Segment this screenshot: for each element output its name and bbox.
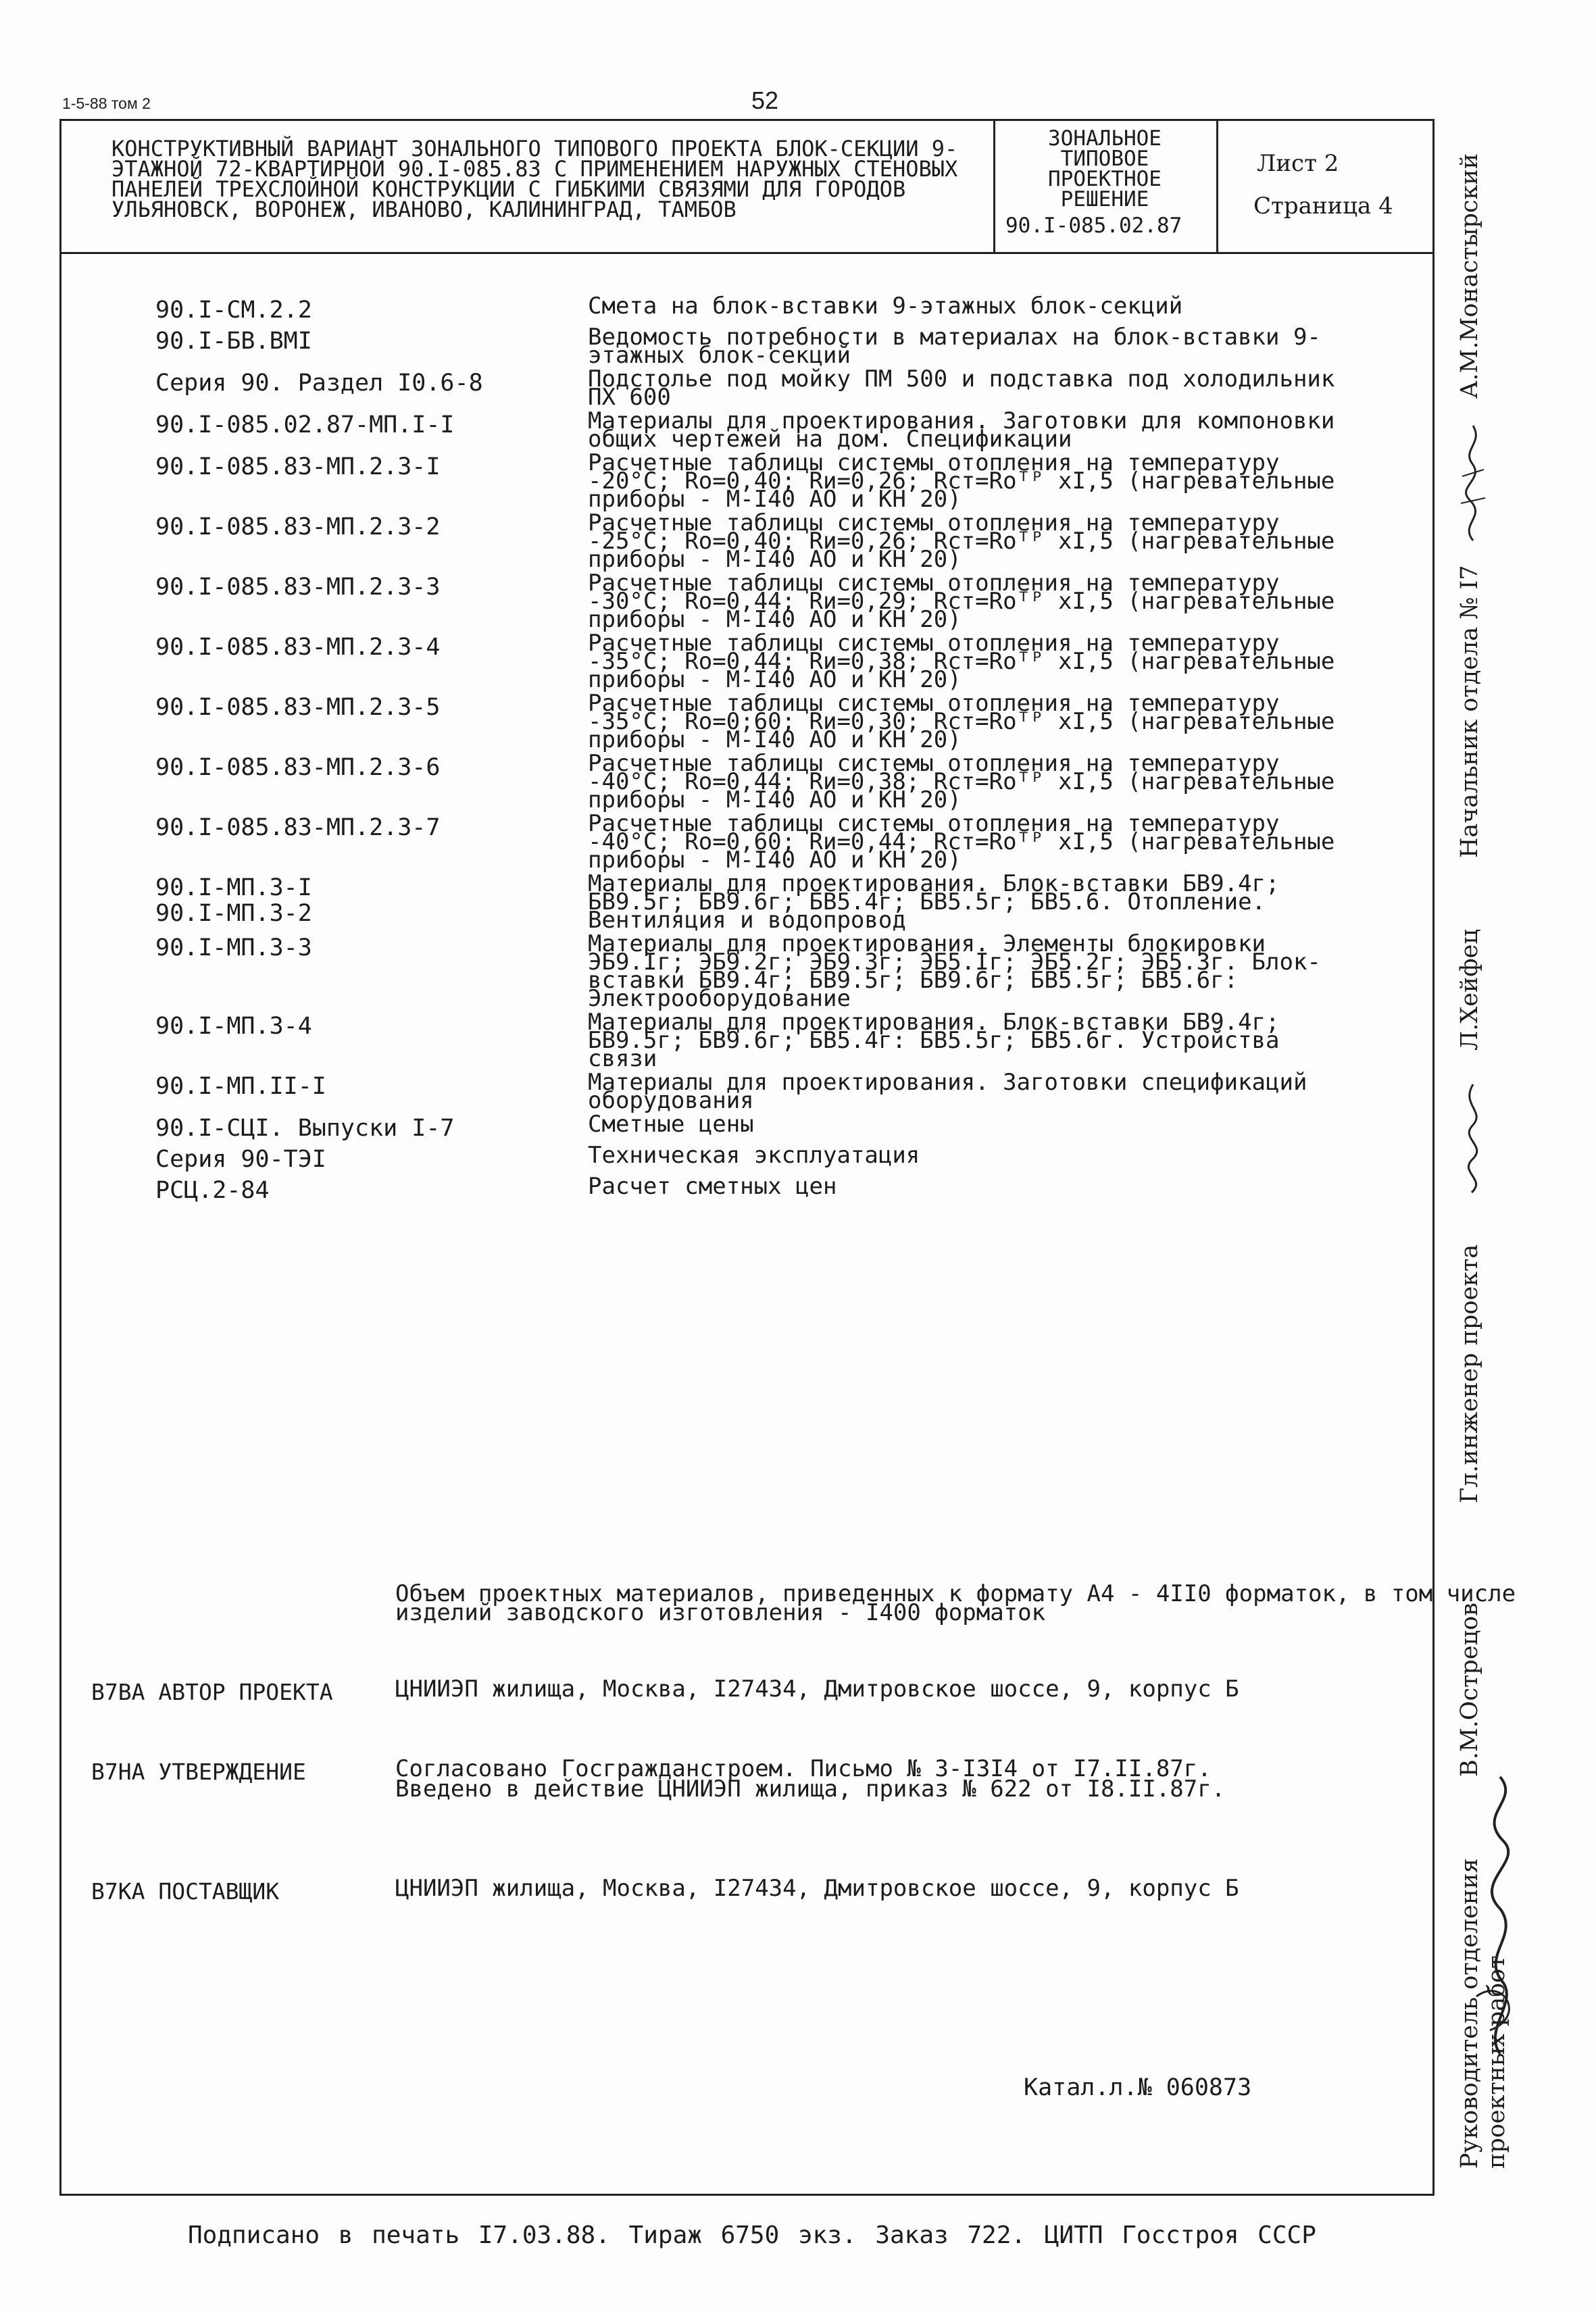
signature-kheifets <box>1453 1078 1493 1196</box>
zonal-label: ЗОНАЛЬНОЕ ТИПОВОЕ ПРОЕКТНОЕ РЕШЕНИЕ <box>1048 126 1162 211</box>
list-item <box>108 366 1392 411</box>
list-item <box>108 509 1392 573</box>
approval-label: В7НА УТВЕРЖДЕНИЕ <box>91 1759 306 1785</box>
document-code: 90.I-085.83-МП.2.3-I <box>155 453 441 480</box>
document-description: Расчетные таблицы системы отопления на температуру -40°С; Ro=0,60; Rи=0,44; Rст=Roᵀᴾ xI,5 (нагревательные приборы - М-I40 АО и КН 20) <box>588 810 1335 874</box>
document-code: 90.I-МП.3-3 <box>155 934 312 961</box>
list-item <box>108 870 1392 934</box>
page-number: 52 <box>751 86 779 114</box>
list-item <box>108 630 1392 693</box>
document-description: Расчет сметных цен <box>588 1173 837 1200</box>
document-title: КОНСТРУКТИВНЫЙ ВАРИАНТ ЗОНАЛЬНОГО ТИПОВОГО ПРОЕКТА БЛОК-СЕКЦИИ 9-ЭТАЖНОЙ 72-КВАРТИРНОЙ 90.I-085.83 С ПРИМЕНЕНИЕМ НАРУЖНЫХ СТЕНОВЫХ ПАНЕЛЕЙ ТРЕХСЛОЙНОЙ КОНСТРУКЦИИ С ГИБКИМИ СВЯЗЯМИ ДЛЯ ГОРОДОВ УЛЬЯНОВСК, ВОРОНЕЖ, ИВАНОВО, КАЛИНИНГРАД, ТАМБОВ <box>111 136 958 222</box>
chief-engineer-title: Гл.инженер проекта <box>1456 1244 1483 1503</box>
document-description: Расчетные таблицы системы отопления на температуру -35°С; Ro=0,44; Rи=0,38; Rст=Roᵀᴾ xI,5 (нагревательные приборы - М-I40 АО и КН 20) <box>588 630 1335 693</box>
document-list <box>108 293 1392 1209</box>
document-code: 90.I-МП.3-4 <box>155 1013 312 1040</box>
list-item <box>108 570 1392 633</box>
list-item <box>108 690 1392 753</box>
document-code: РСЦ.2-84 <box>155 1177 270 1204</box>
list-item <box>108 1173 1392 1204</box>
chief-dept-title: Начальник отдела № I7 <box>1456 565 1483 858</box>
document-description: Расчетные таблицы системы отопления на температуру -30°С; Ro=0,44; Rи=0,29; Rст=Roᵀᴾ xI,5 (нагревательные приборы - М-I40 АО и КН 20) <box>588 570 1335 633</box>
list-item <box>108 810 1392 874</box>
approval-text: Согласовано Госгражданстроем. Письмо № 3-I3I4 от I7.II.87г. Введено в действие ЦНИИЭП жилища, приказ № 622 от I8.II.87г. <box>395 1755 1226 1803</box>
list-item <box>108 324 1392 369</box>
document-code: 90.I-085.02.87-МП.I-I <box>155 411 455 438</box>
list-item <box>108 407 1392 453</box>
document-description: Расчетные таблицы системы отопления на температуру -40°С; Ro=0,44; Rи=0,38; Rст=Roᵀᴾ xI,5 (нагревательные приборы - М-I40 АО и КН 20) <box>588 750 1335 813</box>
signature-monastyrsky <box>1453 422 1493 544</box>
document-code: 90.I-085.83-МП.2.3-4 <box>155 634 441 661</box>
zonal-code: 90.I-085.02.87 <box>1005 213 1182 238</box>
document-code: 90.I-085.83-МП.2.3-6 <box>155 754 441 781</box>
document-description: Ведомость потребности в материалах на блок-вставки 9-этажных блок-секций <box>588 324 1321 369</box>
document-code: Серия 90-ТЭI <box>155 1146 326 1173</box>
document-description: Сметные цены <box>588 1111 754 1138</box>
document-description: Расчетные таблицы системы отопления на температуру -25°С; Ro=0,40; Rи=0,26; Rст=Roᵀᴾ xI,5 (нагревательные приборы - М-I40 АО и КН 20) <box>588 509 1335 573</box>
catalog-number: Катал.л.№ 060873 <box>1024 2074 1252 2101</box>
document-code: 90.I-СМ.2.2 <box>155 297 312 324</box>
document-description: Смета на блок-вставки 9-этажных блок-секций <box>588 293 1183 320</box>
supplier-label: В7КА ПОСТАВЩИК <box>91 1878 280 1905</box>
document-code: Серия 90. Раздел I0.6-8 <box>155 370 483 397</box>
author-text: ЦНИИЭП жилища, Москва, I27434, Дмитровское шоссе, 9, корпус Б <box>395 1676 1239 1703</box>
document-code: 90.I-МП.3-I 90.I-МП.3-2 <box>155 874 312 927</box>
list-item <box>108 293 1392 324</box>
list-item <box>108 1069 1392 1114</box>
chief-engineer-name: Л.Хейфец <box>1456 929 1483 1051</box>
document-code: 90.I-085.83-МП.2.3-7 <box>155 814 441 841</box>
document-code: 90.I-085.83-МП.2.3-3 <box>155 574 441 601</box>
sheet-label: Лист 2 <box>1257 150 1339 177</box>
list-item <box>108 1009 1392 1072</box>
author-label: В7ВА АВТОР ПРОЕКТА <box>91 1679 333 1705</box>
list-item <box>108 1111 1392 1142</box>
document-description: Подстолье под мойку ПМ 500 и подставка под холодильник ПХ 600 <box>588 366 1335 411</box>
document-description: Материалы для проектирования. Элементы блокировки ЭБ9.Iг; ЭБ9.2г; ЭБ9.3г; ЭБ5.Iг; ЭБ5.2г; ЭБ5.3г. Блок-вставки БВ9.4г; БВ9.5г; БВ9.6г; БВ5.5г; БВ5.6г: Электрооборудование <box>588 930 1321 1012</box>
document-description: Техническая эксплуатация <box>588 1142 920 1169</box>
head-title-2: проектных работ <box>1483 1955 1510 2169</box>
head-title-1: Руководитель отделения <box>1456 1858 1483 2169</box>
title-divider-2 <box>1216 119 1218 252</box>
document-code: 90.I-085.83-МП.2.3-2 <box>155 513 441 540</box>
document-description: Расчетные таблицы системы отопления на температуру -35°С; Ro=0;60; Rи=0,30; Rст=Roᵀᴾ xI,5 (нагревательные приборы - М-I40 АО и КН 20) <box>588 690 1335 753</box>
list-item <box>108 930 1392 1012</box>
document-code: 90.I-МП.II-I <box>155 1073 326 1100</box>
document-code: 90.I-СЦI. Выпуски I-7 <box>155 1115 455 1142</box>
volume-note: Объем проектных материалов, приведенных к формату А4 - 4II0 форматок, в том числе изделий заводского изготовления - I400 форматок <box>395 1580 1516 1626</box>
supplier-text: ЦНИИЭП жилища, Москва, I27434, Дмитровское шоссе, 9, корпус Б <box>395 1875 1239 1902</box>
document-description: Материалы для проектирования. Заготовки спецификаций оборудования <box>588 1069 1307 1114</box>
head-name: В.М.Острецов <box>1456 1603 1483 1777</box>
list-item <box>108 750 1392 813</box>
document-description: Материалы для проектирования. Заготовки для компоновки общих чертежей на дом. Спецификации <box>588 407 1335 453</box>
title-divider-1 <box>993 119 995 252</box>
page-label: Страница 4 <box>1253 193 1393 220</box>
chief-dept-name: А.М.Монастырский <box>1456 153 1483 399</box>
document-description: Материалы для проектирования. Блок-вставки БВ9.4г; БВ9.5г; БВ9.6г; БВ5.4г; БВ5.5г; БВ5.6. Отопление. Вентиляция и водопровод <box>588 870 1280 934</box>
list-item <box>108 1142 1392 1173</box>
document-reference: 1-5-88 том 2 <box>62 95 151 112</box>
document-code: 90.I-БВ.ВМI <box>155 328 312 355</box>
document-code: 90.I-085.83-МП.2.3-5 <box>155 694 441 721</box>
document-description: Материалы для проектирования. Блок-вставки БВ9.4г; БВ9.5г; БВ9.6г; БВ5.4г: БВ5.5г; БВ5.6г. Устройства связи <box>588 1009 1280 1072</box>
print-footer: Подписано в печать I7.03.88. Тираж 6750 экз. Заказ 722. ЦИТП Госстроя СССР <box>188 2221 1316 2249</box>
list-item <box>108 449 1392 513</box>
document-description: Расчетные таблицы системы отопления на температуру -20°С; Ro=0,40; Rи=0,26; Rст=Roᵀᴾ xI,5 (нагревательные приборы - М-I40 АО и КН 20) <box>588 449 1335 513</box>
